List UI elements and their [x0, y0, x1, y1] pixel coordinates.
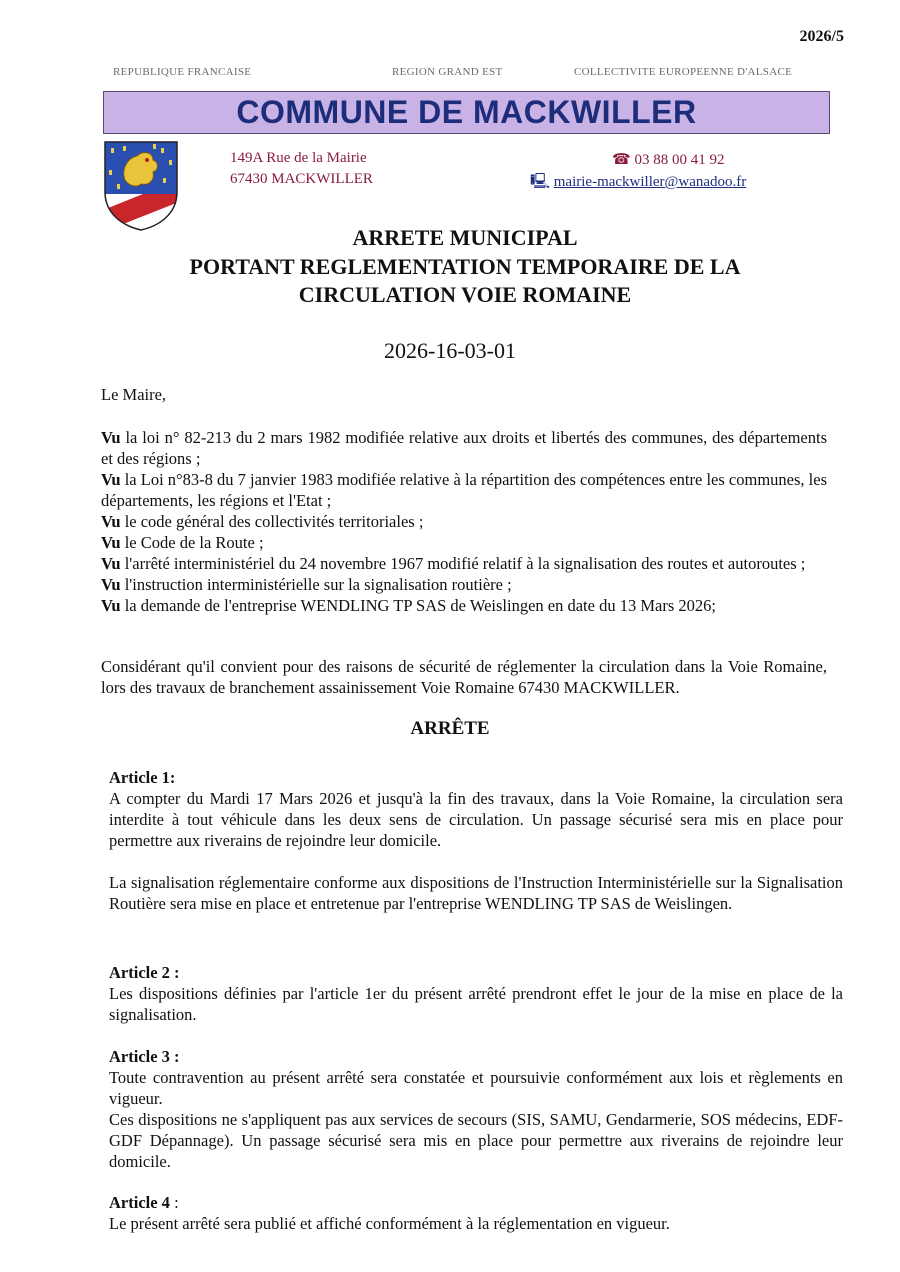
vu-item: Vu la Loi n°83-8 du 7 janvier 1983 modifiée relative à la répartition des compétences entre les communes, les départements, les régions et l'Etat ; — [101, 470, 827, 510]
vu-item: Vu l'instruction interministérielle sur la signalisation routière ; — [101, 575, 512, 594]
document-title — [0, 224, 900, 310]
vu-keyword: Vu — [101, 512, 121, 531]
phone-block — [612, 150, 724, 169]
article-3 — [109, 1046, 843, 1172]
article-paragraph: A compter du Mardi 17 Mars 2026 et jusqu'à la fin des travaux, dans la Voie Romaine, la circulation sera interdite à tout véhicule dans les deux sens de circulation. Un passage sécurisé sera mis en place pour permettre aux riverains de rejoindre leur domicile. — [109, 789, 843, 850]
article-title: Article 1: — [109, 768, 176, 787]
article-2 — [109, 962, 843, 1025]
computer-icon: 🖳 — [530, 174, 551, 190]
vu-item: Vu l'arrêté interministériel du 24 novembre 1967 modifié relatif à la signalisation des routes et autoroutes ; — [101, 554, 806, 573]
title-line-1: ARRETE MUNICIPAL — [352, 225, 578, 250]
vu-keyword: Vu — [101, 575, 121, 594]
article-1 — [109, 767, 843, 914]
article-paragraph: Toute contravention au présent arrêté sera constatée et poursuivie conformément aux lois et règlements en vigueur. — [109, 1068, 843, 1108]
article-title: Article 3 : — [109, 1047, 180, 1066]
intro-text: Le Maire, — [101, 385, 167, 404]
vu-item: Vu la loi n° 82-213 du 2 mars 1982 modifiée relative aux droits et libertés des communes, des départements et des régions ; — [101, 428, 827, 468]
arrete-heading: ARRÊTE — [410, 718, 490, 739]
title-line-2: PORTANT REGLEMENTATION TEMPORAIRE DE LA — [189, 253, 741, 279]
vu-keyword: Vu — [101, 596, 121, 615]
article-title: Article 2 : — [109, 963, 180, 982]
vu-item: Vu la demande de l'entreprise WENDLING TP SAS de Weislingen en date du 13 Mars 2026; — [101, 596, 716, 615]
title-line-3: CIRCULATION VOIE ROMAINE — [298, 282, 632, 308]
article-paragraph: Ces dispositions ne s'appliquent pas aux services de secours (SIS, SAMU, Gendarmerie, SOS médecins, EDF-GDF Dépannage). Un passage sécurisé sera mis en place pour permettre aux riverains de rejoindre leur domicile. — [109, 1110, 843, 1171]
vu-item: Vu le code général des collectivités territoriales ; — [101, 512, 424, 531]
address-line-1: 149A Rue de la Mairie — [230, 150, 367, 166]
address-line-2: 67430 MACKWILLER — [230, 171, 373, 187]
collectivity-label: COLLECTIVITE EUROPEENNE D'ALSACE — [574, 66, 793, 78]
phone-icon: ☎ — [612, 152, 631, 168]
email-block — [530, 171, 746, 196]
commune-name: COMMUNE DE MACKWILLER — [236, 94, 697, 130]
republic-label: REPUBLIQUE FRANCAISE — [113, 66, 252, 78]
article-4 — [109, 1192, 843, 1234]
document-number: 2026-16-03-01 — [384, 338, 516, 363]
vu-keyword: Vu — [101, 470, 121, 489]
article-paragraph: Les dispositions définies par l'article 1er du présent arrêté prendront effet le jour de la mise en place de la signalisation. — [109, 984, 843, 1024]
commune-banner — [103, 91, 830, 134]
phone-number: 03 88 00 41 92 — [634, 152, 725, 168]
region-label: REGION GRAND EST — [392, 66, 503, 78]
vu-keyword: Vu — [101, 533, 121, 552]
vu-item: Vu le Code de la Route ; — [101, 533, 264, 552]
vu-keyword: Vu — [101, 428, 121, 447]
article-paragraph: La signalisation réglementaire conforme aux dispositions de l'Instruction Interministérielle sur la Signalisation Routière sera mise en place et entretenue par l'entreprise WENDLING TP SAS de Weislingen. — [109, 873, 843, 913]
article-paragraph: Le présent arrêté sera publié et affiché conformément à la réglementation en vigueur. — [109, 1214, 670, 1233]
considerant-text: Considérant qu'il convient pour des raisons de sécurité de réglementer la circulation dans la Voie Romaine, lors des travaux de branchement assainissement Voie Romaine 67430 MACKWILLER. — [101, 657, 827, 697]
vu-keyword: Vu — [101, 554, 121, 573]
vu-list — [101, 427, 827, 616]
email-link[interactable]: mairie-mackwiller@wanadoo.fr — [553, 174, 747, 190]
article-title: Article 4 : — [109, 1193, 179, 1212]
coat-of-arms-icon — [103, 140, 179, 232]
document-reference: 2026/5 — [799, 28, 844, 45]
